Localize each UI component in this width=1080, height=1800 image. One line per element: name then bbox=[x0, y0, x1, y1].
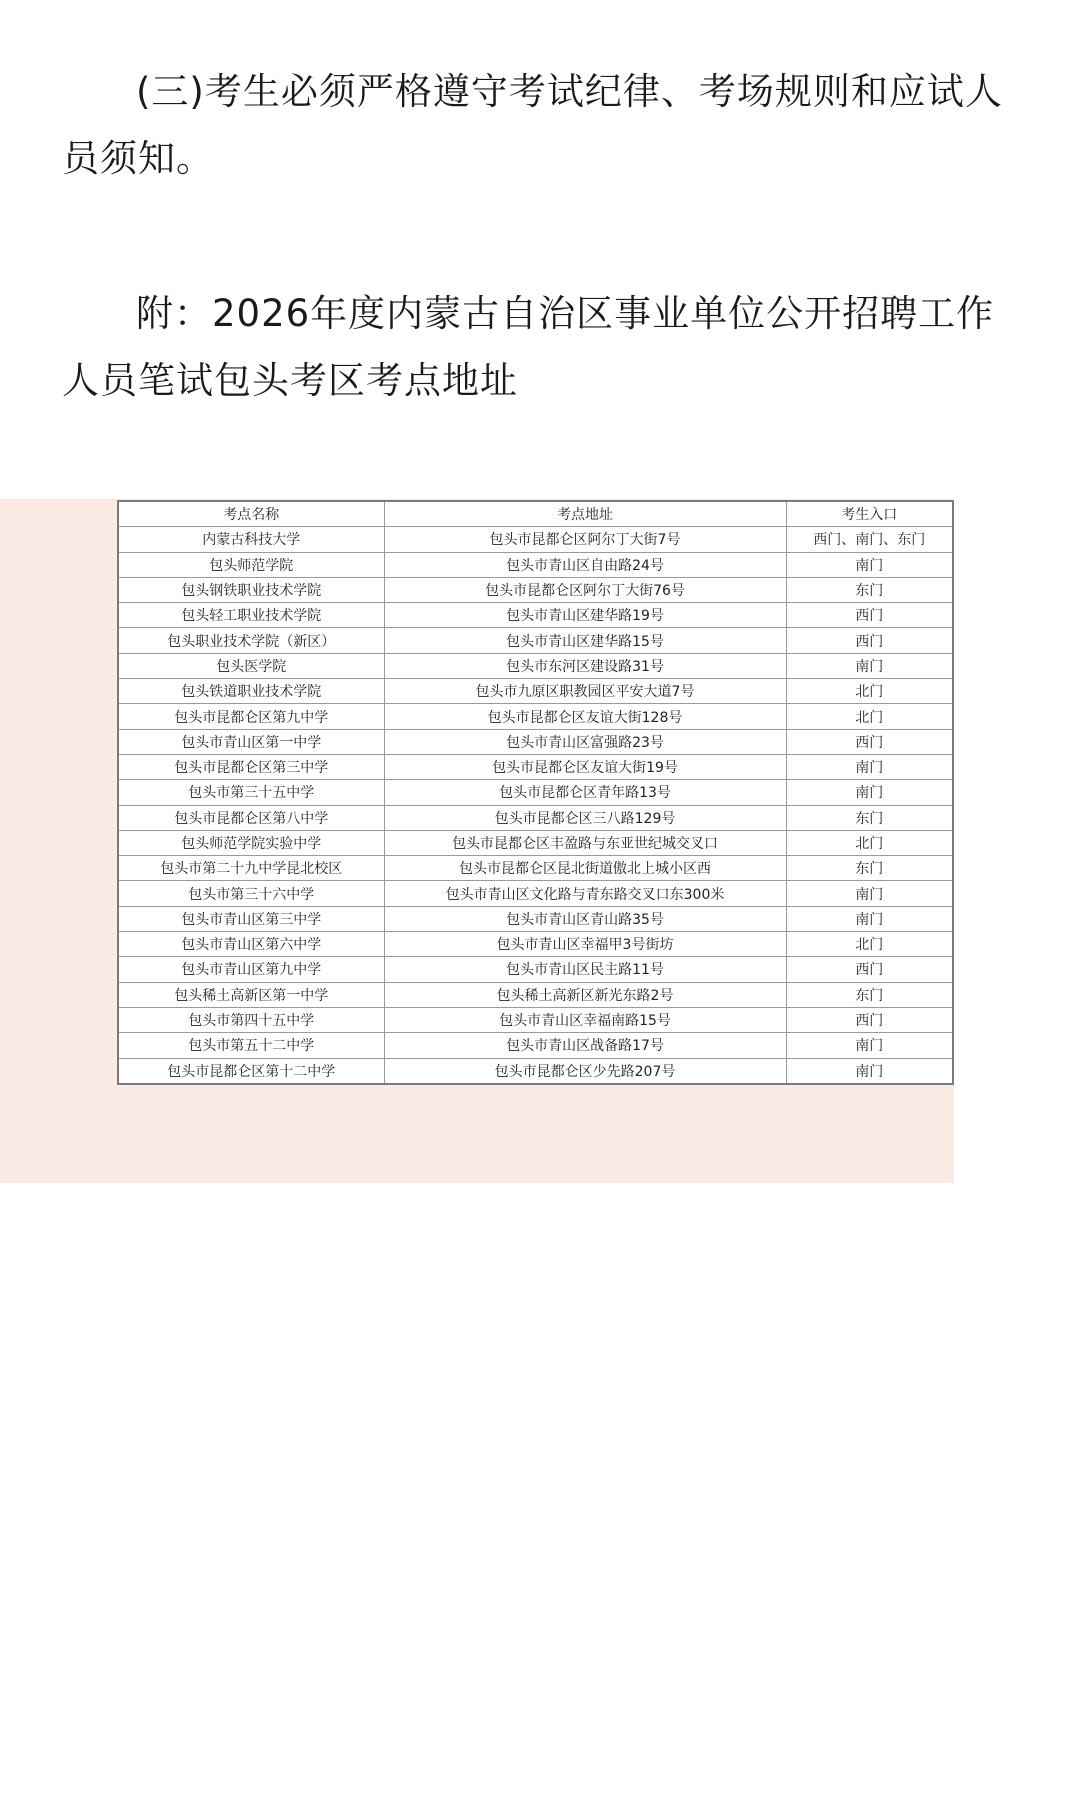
cell-entrance: 南门 bbox=[786, 1058, 953, 1084]
discipline-paragraph: (三)考生必须严格遵守考试纪律、考场规则和应试人员须知。 bbox=[62, 70, 1003, 180]
cell-site-address: 包头市青山区富强路23号 bbox=[384, 729, 786, 754]
cell-site-address: 包头市昆都仑区阿尔丁大街76号 bbox=[384, 577, 786, 602]
table-row bbox=[118, 856, 953, 881]
table-row bbox=[118, 1058, 953, 1084]
cell-site-name: 包头市昆都仑区第九中学 bbox=[118, 704, 384, 729]
header-entrance: 考生入口 bbox=[786, 501, 953, 527]
table-row bbox=[118, 805, 953, 830]
table-row bbox=[118, 603, 953, 628]
table-row bbox=[118, 830, 953, 855]
exam-sites-table-container bbox=[117, 500, 952, 1085]
cell-site-name: 包头师范学院实验中学 bbox=[118, 830, 384, 855]
cell-entrance: 西门、南门、东门 bbox=[786, 527, 953, 552]
header-site-address: 考点地址 bbox=[384, 501, 786, 527]
table-body bbox=[118, 527, 953, 1084]
cell-site-name: 包头市第三十六中学 bbox=[118, 881, 384, 906]
cell-site-name: 包头市昆都仑区第十二中学 bbox=[118, 1058, 384, 1084]
table-row bbox=[118, 1007, 953, 1032]
exam-sites-table bbox=[117, 500, 954, 1085]
cell-site-address: 包头市昆都仑区少先路207号 bbox=[384, 1058, 786, 1084]
cell-site-address: 包头市昆都仑区三八路129号 bbox=[384, 805, 786, 830]
cell-entrance: 南门 bbox=[786, 754, 953, 779]
table-row bbox=[118, 780, 953, 805]
cell-site-name: 内蒙古科技大学 bbox=[118, 527, 384, 552]
cell-site-name: 包头职业技术学院（新区） bbox=[118, 628, 384, 653]
cell-site-address: 包头市青山区建华路19号 bbox=[384, 603, 786, 628]
table-row bbox=[118, 628, 953, 653]
cell-entrance: 南门 bbox=[786, 906, 953, 931]
table-row bbox=[118, 552, 953, 577]
table-row bbox=[118, 881, 953, 906]
cell-site-name: 包头市昆都仑区第三中学 bbox=[118, 754, 384, 779]
cell-entrance: 东门 bbox=[786, 805, 953, 830]
cell-site-address: 包头市昆都仑区阿尔丁大街7号 bbox=[384, 527, 786, 552]
cell-site-name: 包头钢铁职业技术学院 bbox=[118, 577, 384, 602]
cell-entrance: 北门 bbox=[786, 932, 953, 957]
cell-site-address: 包头市青山区建华路15号 bbox=[384, 628, 786, 653]
cell-site-address: 包头市东河区建设路31号 bbox=[384, 653, 786, 678]
cell-site-name: 包头稀土高新区第一中学 bbox=[118, 982, 384, 1007]
table-row bbox=[118, 957, 953, 982]
table-row bbox=[118, 527, 953, 552]
cell-entrance: 北门 bbox=[786, 704, 953, 729]
table-row bbox=[118, 932, 953, 957]
cell-site-name: 包头市第三十五中学 bbox=[118, 780, 384, 805]
cell-entrance: 南门 bbox=[786, 552, 953, 577]
cell-entrance: 西门 bbox=[786, 603, 953, 628]
cell-site-address: 包头市昆都仑区青年路13号 bbox=[384, 780, 786, 805]
cell-site-address: 包头市昆都仑区昆北街道傲北上城小区西 bbox=[384, 856, 786, 881]
table-row bbox=[118, 754, 953, 779]
table-row bbox=[118, 577, 953, 602]
cell-entrance: 东门 bbox=[786, 856, 953, 881]
cell-site-address: 包头市青山区文化路与青东路交叉口东300米 bbox=[384, 881, 786, 906]
cell-site-address: 包头市昆都仑区友谊大街19号 bbox=[384, 754, 786, 779]
table-row bbox=[118, 653, 953, 678]
cell-site-name: 包头市第五十二中学 bbox=[118, 1033, 384, 1058]
cell-entrance: 南门 bbox=[786, 780, 953, 805]
cell-site-name: 包头轻工职业技术学院 bbox=[118, 603, 384, 628]
cell-entrance: 西门 bbox=[786, 729, 953, 754]
cell-site-name: 包头师范学院 bbox=[118, 552, 384, 577]
cell-entrance: 南门 bbox=[786, 881, 953, 906]
cell-entrance: 东门 bbox=[786, 577, 953, 602]
cell-site-address: 包头市青山区自由路24号 bbox=[384, 552, 786, 577]
cell-site-address: 包头市青山区青山路35号 bbox=[384, 906, 786, 931]
cell-site-address: 包头稀土高新区新光东路2号 bbox=[384, 982, 786, 1007]
cell-site-name: 包头医学院 bbox=[118, 653, 384, 678]
cell-site-name: 包头市第二十九中学昆北校区 bbox=[118, 856, 384, 881]
cell-entrance: 西门 bbox=[786, 1007, 953, 1032]
cell-site-name: 包头铁道职业技术学院 bbox=[118, 679, 384, 704]
table-row bbox=[118, 729, 953, 754]
table-row bbox=[118, 906, 953, 931]
cell-site-name: 包头市青山区第一中学 bbox=[118, 729, 384, 754]
cell-site-name: 包头市青山区第九中学 bbox=[118, 957, 384, 982]
appendix-title: 附：2026年度内蒙古自治区事业单位公开招聘工作人员笔试包头考区考点地址 bbox=[62, 292, 995, 402]
cell-entrance: 南门 bbox=[786, 1033, 953, 1058]
cell-entrance: 北门 bbox=[786, 679, 953, 704]
cell-site-address: 包头市青山区幸福甲3号街坊 bbox=[384, 932, 786, 957]
cell-site-name: 包头市第四十五中学 bbox=[118, 1007, 384, 1032]
cell-site-name: 包头市青山区第六中学 bbox=[118, 932, 384, 957]
table-row bbox=[118, 1033, 953, 1058]
cell-site-name: 包头市昆都仑区第八中学 bbox=[118, 805, 384, 830]
table-row bbox=[118, 982, 953, 1007]
cell-entrance: 东门 bbox=[786, 982, 953, 1007]
cell-site-address: 包头市青山区民主路11号 bbox=[384, 957, 786, 982]
cell-site-address: 包头市青山区幸福南路15号 bbox=[384, 1007, 786, 1032]
table-header-row bbox=[118, 501, 953, 527]
cell-entrance: 北门 bbox=[786, 830, 953, 855]
cell-site-name: 包头市青山区第三中学 bbox=[118, 906, 384, 931]
cell-entrance: 西门 bbox=[786, 957, 953, 982]
cell-entrance: 西门 bbox=[786, 628, 953, 653]
table-row bbox=[118, 679, 953, 704]
cell-site-address: 包头市青山区战备路17号 bbox=[384, 1033, 786, 1058]
cell-site-address: 包头市九原区职教园区平安大道7号 bbox=[384, 679, 786, 704]
cell-site-address: 包头市昆都仑区友谊大街128号 bbox=[384, 704, 786, 729]
cell-entrance: 南门 bbox=[786, 653, 953, 678]
table-row bbox=[118, 704, 953, 729]
header-site-name: 考点名称 bbox=[118, 501, 384, 527]
cell-site-address: 包头市昆都仑区丰盈路与东亚世纪城交叉口 bbox=[384, 830, 786, 855]
